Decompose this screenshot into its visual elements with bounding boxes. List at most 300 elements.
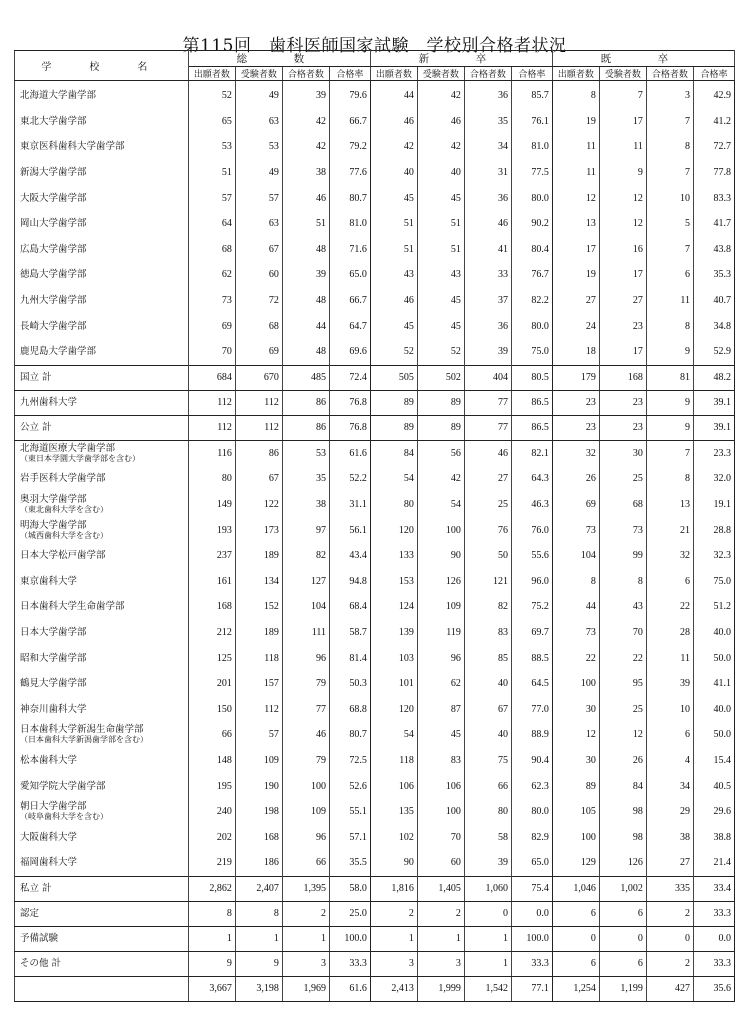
count-cell: 89 [370,390,417,415]
count-cell: 37 [464,288,511,314]
count-cell: 119 [417,620,464,646]
subtotal-row [15,365,735,390]
results-table [14,50,735,1002]
table-row [15,517,735,543]
count-cell: 1 [464,926,511,951]
count-cell: 1 [417,926,464,951]
count-cell: 36 [464,81,511,109]
column-header: 出願者数 [370,67,417,81]
count-cell: 112 [235,696,282,722]
pass-rate-cell: 21.4 [693,850,734,876]
count-cell: 49 [235,81,282,109]
pass-rate-cell: 68.8 [329,696,370,722]
count-cell: 6 [599,951,646,976]
table-row [15,671,735,697]
pass-rate-cell: 40.0 [693,620,734,646]
school-name: 日本歯科大学生命歯学部 [20,601,125,613]
count-cell: 54 [370,722,417,748]
column-header: 出願者数 [552,67,599,81]
table-row [15,440,735,466]
school-name: 東北大学歯学部 [20,115,87,127]
count-cell: 36 [464,185,511,211]
pass-rate-cell: 88.5 [511,645,552,671]
count-cell: 3 [370,951,417,976]
count-cell: 98 [599,799,646,825]
count-cell: 46 [464,211,511,237]
count-cell: 7 [599,81,646,109]
count-cell: 57 [235,722,282,748]
pass-rate-cell: 80.0 [511,313,552,339]
count-cell: 77 [282,696,329,722]
pass-rate-cell: 80.0 [511,799,552,825]
count-cell: 122 [235,492,282,518]
count-cell: 118 [235,645,282,671]
count-cell: 69 [188,313,235,339]
count-cell: 427 [646,976,693,1001]
subtotal-row [15,876,735,901]
count-cell: 3 [282,951,329,976]
pass-rate-cell: 82.1 [511,440,552,466]
count-cell: 1,969 [282,976,329,1001]
count-cell: 201 [188,671,235,697]
school-name: 九州歯科大学 [20,397,78,409]
count-cell: 100 [282,773,329,799]
count-cell: 120 [370,696,417,722]
pass-rate-cell: 33.3 [511,951,552,976]
count-cell: 104 [552,543,599,569]
pass-rate-cell: 62.3 [511,773,552,799]
count-cell: 89 [552,773,599,799]
count-cell: 80 [370,492,417,518]
count-cell: 6 [599,901,646,926]
school-name-cell [15,134,189,160]
count-cell: 168 [235,824,282,850]
count-cell: 1,060 [464,876,511,901]
count-cell: 0 [646,926,693,951]
count-cell: 45 [370,185,417,211]
subtotal-row [15,901,735,926]
count-cell: 44 [370,81,417,109]
count-cell: 29 [646,799,693,825]
count-cell: 13 [646,492,693,518]
count-cell: 27 [599,288,646,314]
count-cell: 69 [552,492,599,518]
count-cell: 40 [464,671,511,697]
pass-rate-cell: 82.2 [511,288,552,314]
pass-rate-cell: 55.1 [329,799,370,825]
pass-rate-cell: 79.2 [329,134,370,160]
pass-rate-cell: 41.7 [693,211,734,237]
column-header: 合格率 [329,67,370,81]
school-name-cell [15,466,189,492]
count-cell: 67 [235,466,282,492]
count-cell: 51 [188,160,235,186]
table-row [15,134,735,160]
count-cell: 150 [188,696,235,722]
count-cell: 66 [188,722,235,748]
count-cell: 168 [599,365,646,390]
table-row [15,109,735,135]
pass-rate-cell: 32.3 [693,543,734,569]
count-cell: 57 [188,185,235,211]
school-name: 明海大学歯学部 [20,519,87,531]
school-name: 日本大学歯学部 [20,626,87,638]
count-cell: 90 [370,850,417,876]
pass-rate-cell: 50.3 [329,671,370,697]
school-name-cell [15,671,189,697]
table-row [15,185,735,211]
school-name-cell [15,696,189,722]
pass-rate-cell: 55.6 [511,543,552,569]
count-cell: 134 [235,569,282,595]
school-name-cell [15,517,189,543]
school-name: 私立 計 [20,883,52,895]
count-cell: 1,199 [599,976,646,1001]
pass-rate-cell: 43.8 [693,237,734,263]
column-header: 合格者数 [464,67,511,81]
count-cell: 23 [599,313,646,339]
pass-rate-cell: 81.4 [329,645,370,671]
school-name: 愛知学院大学歯学部 [20,780,106,792]
count-cell: 186 [235,850,282,876]
count-cell: 2 [282,901,329,926]
count-cell: 101 [370,671,417,697]
count-cell: 102 [370,824,417,850]
count-cell: 51 [282,211,329,237]
subtotal-row [15,951,735,976]
count-cell: 27 [464,466,511,492]
school-name-cell [15,543,189,569]
count-cell: 9 [188,951,235,976]
count-cell: 1,254 [552,976,599,1001]
count-cell: 44 [282,313,329,339]
count-cell: 121 [464,569,511,595]
pass-rate-cell: 72.7 [693,134,734,160]
count-cell: 17 [599,262,646,288]
count-cell: 39 [464,850,511,876]
count-cell: 10 [646,696,693,722]
count-cell: 2,862 [188,876,235,901]
pass-rate-cell: 15.4 [693,748,734,774]
count-cell: 23 [599,390,646,415]
count-cell: 63 [235,211,282,237]
pass-rate-cell: 81.0 [511,134,552,160]
pass-rate-cell: 58.7 [329,620,370,646]
count-cell: 100 [552,824,599,850]
count-cell: 6 [646,262,693,288]
count-cell: 51 [370,211,417,237]
count-cell: 126 [417,569,464,595]
count-cell: 17 [599,109,646,135]
pass-rate-cell: 32.0 [693,466,734,492]
school-name-cell [15,901,189,926]
count-cell: 2 [646,901,693,926]
subtotal-row [15,415,735,440]
count-cell: 27 [646,850,693,876]
count-cell: 42 [282,134,329,160]
count-cell: 25 [599,696,646,722]
count-cell: 2,407 [235,876,282,901]
count-cell: 83 [464,620,511,646]
count-cell: 6 [552,901,599,926]
pass-rate-cell: 77.6 [329,160,370,186]
pass-rate-cell: 94.8 [329,569,370,595]
count-cell: 40 [464,722,511,748]
count-cell: 79 [282,748,329,774]
pass-rate-cell: 57.1 [329,824,370,850]
pass-rate-cell: 77.5 [511,160,552,186]
school-name-cell [15,160,189,186]
count-cell: 2 [646,951,693,976]
count-cell: 32 [646,543,693,569]
count-cell: 335 [646,876,693,901]
pass-rate-cell: 40.7 [693,288,734,314]
column-header: 合格率 [693,67,734,81]
pass-rate-cell: 25.0 [329,901,370,926]
count-cell: 173 [235,517,282,543]
pass-rate-cell: 50.0 [693,722,734,748]
table-row [15,288,735,314]
school-name: 新潟大学歯学部 [20,167,87,179]
table-header [15,51,735,81]
count-cell: 129 [552,850,599,876]
school-name-cell [15,748,189,774]
school-name-cell [15,415,189,440]
pass-rate-cell: 65.0 [511,850,552,876]
count-cell: 34 [464,134,511,160]
pass-rate-cell: 38.8 [693,824,734,850]
count-cell: 11 [646,645,693,671]
count-cell: 7 [646,237,693,263]
table-row [15,313,735,339]
pass-rate-cell: 76.1 [511,109,552,135]
subtotal-row [15,976,735,1001]
school-name-cell [15,773,189,799]
subtotal-row [15,390,735,415]
count-cell: 111 [282,620,329,646]
count-cell: 161 [188,569,235,595]
count-cell: 12 [599,211,646,237]
table-row [15,594,735,620]
count-cell: 6 [646,722,693,748]
column-header: 受験者数 [599,67,646,81]
count-cell: 48 [282,339,329,365]
pass-rate-cell: 75.0 [693,569,734,595]
school-name-cell [15,365,189,390]
count-cell: 86 [282,390,329,415]
count-cell: 87 [417,696,464,722]
count-cell: 43 [370,262,417,288]
count-cell: 193 [188,517,235,543]
count-cell: 1 [235,926,282,951]
count-cell: 0 [552,926,599,951]
count-cell: 157 [235,671,282,697]
count-cell: 23 [599,415,646,440]
count-cell: 116 [188,440,235,466]
count-cell: 100 [552,671,599,697]
count-cell: 42 [417,81,464,109]
pass-rate-cell: 79.6 [329,81,370,109]
count-cell: 189 [235,543,282,569]
school-name-cell [15,976,189,1001]
pass-rate-cell: 100.0 [511,926,552,951]
school-name: 岩手医科大学歯学部 [20,473,106,485]
table-row [15,543,735,569]
count-cell: 73 [188,288,235,314]
count-cell: 63 [235,109,282,135]
count-cell: 8 [552,81,599,109]
pass-rate-cell: 64.3 [511,466,552,492]
count-cell: 11 [599,134,646,160]
pass-rate-cell: 80.5 [511,365,552,390]
school-name-cell [15,876,189,901]
count-cell: 105 [552,799,599,825]
count-cell: 25 [599,466,646,492]
pass-rate-cell: 48.2 [693,365,734,390]
count-cell: 505 [370,365,417,390]
school-name: 徳島大学歯学部 [20,269,87,281]
table-row [15,339,735,365]
count-cell: 43 [417,262,464,288]
count-cell: 11 [552,160,599,186]
school-name: 大阪大学歯学部 [20,192,87,204]
count-cell: 237 [188,543,235,569]
count-cell: 97 [282,517,329,543]
count-cell: 90 [417,543,464,569]
count-cell: 38 [646,824,693,850]
count-cell: 1,395 [282,876,329,901]
count-cell: 100 [417,799,464,825]
count-cell: 1,542 [464,976,511,1001]
school-name-cell [15,850,189,876]
count-cell: 54 [417,492,464,518]
count-cell: 45 [370,313,417,339]
count-cell: 3,198 [235,976,282,1001]
count-cell: 80 [188,466,235,492]
pass-rate-cell: 71.6 [329,237,370,263]
school-name: 朝日大学歯学部 [20,801,87,813]
school-name-note: （日本歯科大学新潟歯学部を含む） [20,735,148,745]
pass-rate-cell: 35.3 [693,262,734,288]
school-name-note: （東北歯科大学を含む） [20,505,108,515]
school-name-cell [15,722,189,748]
count-cell: 68 [599,492,646,518]
pass-rate-cell: 76.8 [329,415,370,440]
count-cell: 8 [646,313,693,339]
pass-rate-cell: 41.2 [693,109,734,135]
count-cell: 45 [417,722,464,748]
count-cell: 65 [188,109,235,135]
pass-rate-cell: 82.9 [511,824,552,850]
pass-rate-cell: 72.5 [329,748,370,774]
count-cell: 44 [552,594,599,620]
count-cell: 8 [646,134,693,160]
school-name: 九州大学歯学部 [20,295,87,307]
count-cell: 3 [417,951,464,976]
count-cell: 10 [646,185,693,211]
school-name-note: （城西歯科大学を含む） [20,530,108,540]
school-name: 北海道医療大学歯学部 [20,442,116,454]
count-cell: 39 [282,81,329,109]
table-row [15,773,735,799]
school-name-cell [15,262,189,288]
count-cell: 58 [464,824,511,850]
count-cell: 49 [235,160,282,186]
count-cell: 127 [282,569,329,595]
school-name-cell [15,951,189,976]
count-cell: 9 [235,951,282,976]
count-cell: 40 [417,160,464,186]
count-cell: 81 [646,365,693,390]
count-cell: 89 [370,415,417,440]
count-cell: 86 [282,415,329,440]
pass-rate-cell: 90.2 [511,211,552,237]
pass-rate-cell: 76.0 [511,517,552,543]
table-row [15,645,735,671]
count-cell: 9 [599,160,646,186]
count-cell: 9 [646,415,693,440]
pass-rate-cell: 66.7 [329,109,370,135]
column-header: 合格者数 [646,67,693,81]
table-row [15,748,735,774]
count-cell: 35 [464,109,511,135]
column-header: 合格率 [511,67,552,81]
pass-rate-cell: 34.8 [693,313,734,339]
school-name: 東京歯科大学 [20,575,78,587]
count-cell: 38 [282,492,329,518]
count-cell: 5 [646,211,693,237]
count-cell: 0 [599,926,646,951]
count-cell: 25 [464,492,511,518]
school-name-cell [15,185,189,211]
count-cell: 39 [464,339,511,365]
count-cell: 52 [417,339,464,365]
count-cell: 7 [646,160,693,186]
school-name-cell [15,824,189,850]
count-cell: 103 [370,645,417,671]
table-row [15,492,735,518]
count-cell: 16 [599,237,646,263]
count-cell: 202 [188,824,235,850]
school-name: 福岡歯科大学 [20,857,78,869]
count-cell: 212 [188,620,235,646]
count-cell: 40 [370,160,417,186]
pass-rate-cell: 35.6 [693,976,734,1001]
count-cell: 6 [646,569,693,595]
count-cell: 46 [282,185,329,211]
count-cell: 133 [370,543,417,569]
count-cell: 45 [417,288,464,314]
count-cell: 62 [188,262,235,288]
group-header-prior-grad: 既 卒 [552,51,734,67]
school-name-cell [15,313,189,339]
count-cell: 2 [417,901,464,926]
count-cell: 0 [464,901,511,926]
pass-rate-cell: 69.6 [329,339,370,365]
pass-rate-cell: 0.0 [693,926,734,951]
count-cell: 30 [599,440,646,466]
count-cell: 23 [552,390,599,415]
count-cell: 1 [188,926,235,951]
count-cell: 42 [282,109,329,135]
table-body [15,81,735,1002]
count-cell: 39 [282,262,329,288]
count-cell: 35 [282,466,329,492]
pass-rate-cell: 52.9 [693,339,734,365]
count-cell: 46 [417,109,464,135]
count-cell: 219 [188,850,235,876]
pass-rate-cell: 96.0 [511,569,552,595]
